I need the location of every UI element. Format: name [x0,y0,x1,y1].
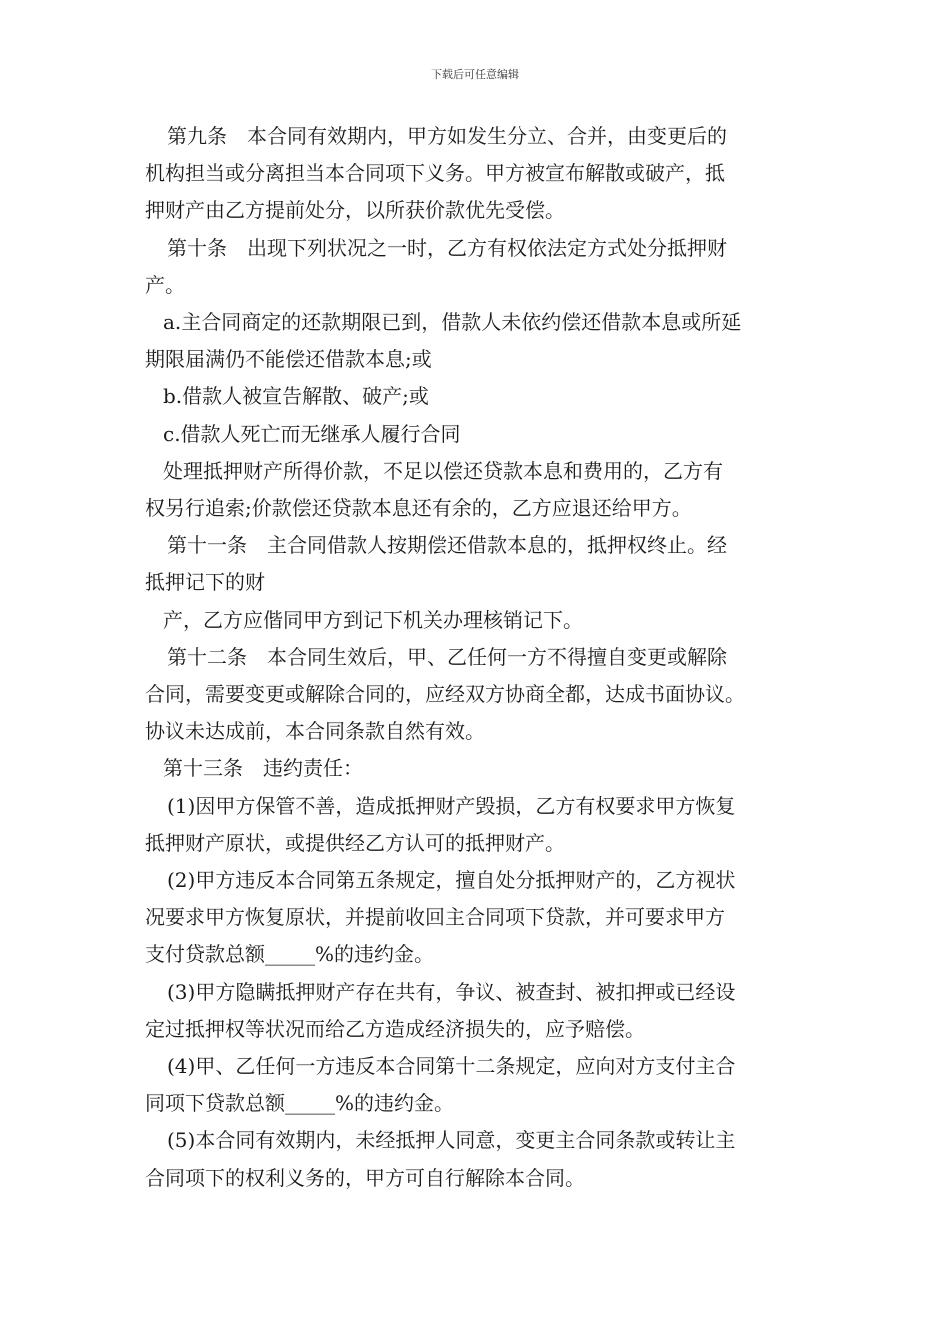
text-line: (2)甲方违反本合同第五条规定，擅自处分抵押财产的，乙方视状 [167,868,736,893]
text-line: 押财产由乙方提前处分，以所获价款优先受偿。 [145,198,565,223]
text-line: 机构担当或分离担当本合同项下义务。甲方被宣布解散或破产，抵 [145,161,725,186]
text-line: 期限届满仍不能偿还借款本息;或 [145,347,432,372]
text-line: 支付贷款总额_____%的违约金。 [145,942,435,967]
text-line: 合同，需要变更或解除合同的，应经双方协商全都，达成书面协议。 [145,682,745,707]
page-header: 下载后可任意编辑 [431,68,519,81]
text-line: 抵押财产原状，或提供经乙方认可的抵押财产。 [145,830,565,855]
text-line: c.借款人死亡而无继承人履行合同 [163,421,461,446]
text-line: (3)甲方隐瞒抵押财产存在共有，争议、被查封、被扣押或已经设 [167,979,736,1004]
text-line: 同项下贷款总额_____%的违约金。 [145,1091,455,1116]
text-line: 第十条 出现下列状况之一时，乙方有权依法定方式处分抵押财 [167,235,727,260]
text-line: 处理抵押财产所得价款，不足以偿还贷款本息和费用的，乙方有 [163,458,723,483]
text-line: (5)本合同有效期内，未经抵押人同意，变更主合同条款或转让主 [167,1128,736,1153]
text-line: 第九条 本合同有效期内，甲方如发生分立、合并，由变更后的 [167,124,727,148]
text-line: 合同项下的权利义务的，甲方可自行解除本合同。 [145,1165,585,1190]
text-line: a.主合同商定的还款期限已到，借款人未依约偿还借款本息或所延 [163,310,742,335]
text-line: 第十一条 主合同借款人按期偿还借款本息的，抵押权终止。经 [167,533,727,558]
text-line: 定过抵押权等状况而给乙方造成经济损失的，应予赔偿。 [145,1016,645,1041]
contract-body [145,118,825,1197]
text-line: 产。 [145,272,185,297]
text-line: 第十三条 违约责任： [163,756,363,781]
text-line: (1)因甲方保管不善，造成抵押财产毁损，乙方有权要求甲方恢复 [167,793,736,818]
text-line: 产，乙方应偕同甲方到记下机关办理核销记下。 [163,607,583,632]
text-line: 抵押记下的财 [145,570,265,595]
text-line: (4)甲、乙任何一方违反本合同第十二条规定，应向对方支付主合 [167,1054,736,1079]
text-line: b.借款人被宣告解散、破产;或 [163,384,429,409]
text-line: 协议未达成前，本合同条款自然有效。 [145,719,485,744]
text-line: 第十二条 本合同生效后，甲、乙任何一方不得擅自变更或解除 [167,644,727,669]
text-line: 权另行追索;价款偿还贷款本息还有余的，乙方应退还给甲方。 [145,496,692,521]
text-line: 况要求甲方恢复原状，并提前收回主合同项下贷款，并可要求甲方 [145,905,725,930]
